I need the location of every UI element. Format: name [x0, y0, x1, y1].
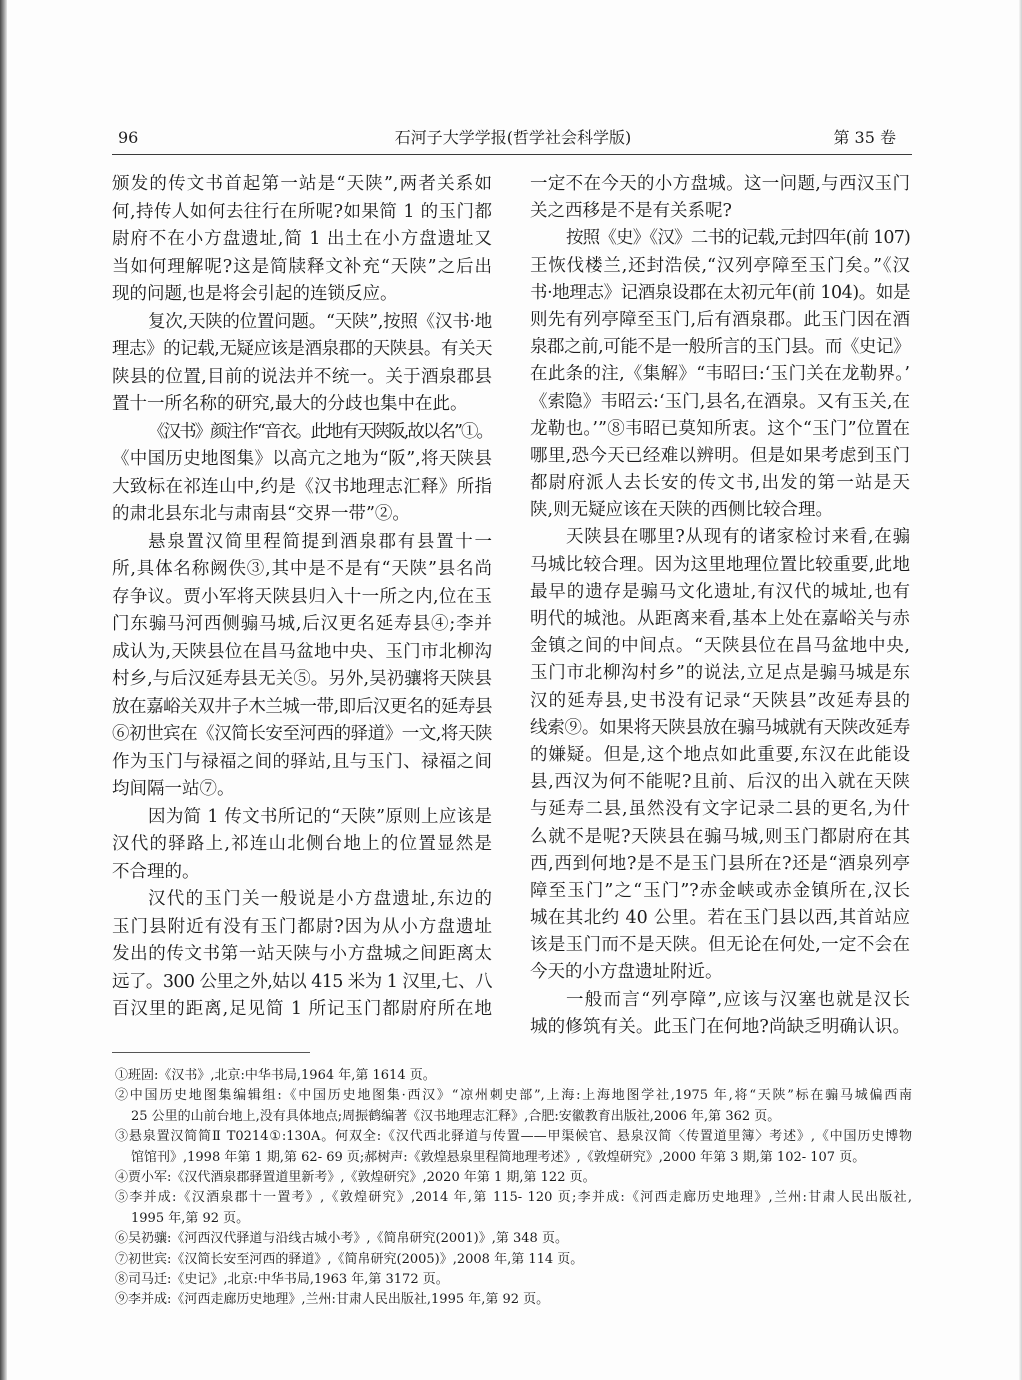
text-line: 置十一所名称的研究,最大的分歧也集中在此。: [112, 394, 468, 414]
text-line: 放在嘉峪关双井子木兰城一带,即后汉更名的延寿县: [112, 696, 492, 717]
footnote-line: ④贾小军:《汉代酒泉郡驿置道里新考》,《敦煌研究》,2020 年第 1 期,第 122 页。: [115, 1169, 596, 1185]
text-line: 城在其北约 40 公里。若在玉门县以西,其首站应: [530, 908, 910, 929]
text-line: 门东骟马河西侧骟马城,后汉更名延寿县④;李并: [112, 614, 492, 634]
footnote: [115, 1127, 912, 1168]
footnote: [115, 1086, 912, 1127]
text-line: 《汉书》颜注作“音衣。此地有天陕阪,故以名”①。: [148, 421, 492, 442]
footnote-line: ⑥吴礽骧:《河西汉代驿道与沿线古城小考》,《简帛研究(2001)》,第 348 页。: [115, 1231, 568, 1247]
text-line: 因为简 1 传文书所记的“天陕”原则上应该是: [148, 806, 492, 827]
text-line: 该是玉门而不是天陕。但无论在何处,一定不会在: [530, 935, 910, 956]
text-line: 一定不在今天的小方盘城。这一问题,与西汉玉门: [530, 174, 910, 194]
scan-edge-shadow: [0, 0, 7, 1380]
text-line: 么就不是呢?天陕县在骟马城,则玉门都尉府在其: [530, 826, 910, 847]
page-number: 96: [118, 128, 139, 147]
text-line: 村乡,与后汉延寿县无关⑤。另外,吴礽骧将天陕县: [112, 669, 492, 689]
text-line: 复次,天陕的位置问题。“天陕”,按照《汉书·地: [148, 311, 492, 332]
text-line: 尉府不在小方盘遗址,简 1 出土在小方盘遗址又: [112, 229, 492, 249]
text-line: 百汉里的距离,足见简 1 所记玉门都尉府所在地: [112, 999, 492, 1019]
text-line: 理志》的记载,无疑应该是酒泉郡的天陕县。有关天: [112, 339, 492, 359]
right-column: [530, 171, 910, 1041]
text-line: 颁发的传文书首起第一站是“天陕”,两者关系如: [112, 174, 492, 194]
paragraph: [530, 524, 910, 986]
footnote: [115, 1066, 912, 1086]
header-rule: [112, 154, 912, 155]
text-line: 泉郡之前,可能不是一般所言的玉门县。而《史记》: [530, 337, 910, 358]
text-line: ⑥初世宾在《汉简长安至河西的驿道》一文,将天陕: [112, 724, 492, 744]
volume-label: 第 35 卷: [833, 128, 896, 147]
text-line: 城的修筑有关。此玉门在何地?尚缺乏明确认识。: [530, 1016, 910, 1037]
text-line: 龙勒也。’”⑧韦昭已莫知所衷。这个“玉门”位置在: [530, 418, 910, 439]
text-line: 不合理的。: [112, 861, 200, 882]
text-line: 玉门县附近有没有玉门都尉?因为从小方盘遗址: [112, 916, 492, 937]
text-line: 的嫌疑。但是,这个地点如此重要,东汉在此能设: [530, 744, 910, 765]
text-line: 马城比较合理。因为这里地理位置比较重要,此地: [530, 554, 910, 575]
footnote: [115, 1290, 912, 1310]
text-line: 都尉府派人去长安的传文书,出发的第一站是天: [530, 473, 910, 494]
text-line: 最早的遗存是骟马文化遗址,有汉代的城址,也有: [530, 581, 910, 602]
footnote: [115, 1270, 912, 1290]
text-line: 天陕县在哪里?从现有的诸家检讨来看,在骟: [566, 527, 910, 548]
text-line: 县,西汉为何不能呢?且前、后汉的出入就在天陕: [530, 772, 910, 793]
paragraph: [112, 309, 492, 419]
footnote: [115, 1229, 912, 1249]
text-line: 存争议。贾小军将天陕县归入十一所之内,位在玉: [112, 586, 492, 607]
footnote-line: ⑤李并成:《汉酒泉郡十一置考》,《敦煌研究》,2014 年,第 115- 120 页;李并成:《河西走廊历史地理》,兰州:甘肃人民出版社,: [115, 1190, 912, 1206]
footnote-line: 1995 年,第 92 页。: [131, 1210, 250, 1226]
paragraph: [112, 419, 492, 529]
text-line: 按照《史》《汉》二书的记载,元封四年(前 107): [566, 228, 910, 249]
text-line: 陕县的位置,目前的说法并不统一。关于酒泉郡县: [112, 366, 492, 387]
text-line: 障至玉门”之“玉门”?赤金峡或赤金镇所在,汉长: [530, 880, 910, 901]
footnote-line: ⑨李并成:《河西走廊历史地理》,兰州:甘肃人民出版社,1995 年,第 92 页。: [115, 1292, 550, 1308]
text-line: 成认为,天陕县位在昌马盆地中央、玉门市北柳沟: [112, 641, 492, 662]
paragraph: [112, 886, 492, 1024]
footnotes: [115, 1066, 912, 1311]
text-line: 西,西到何地?是不是玉门县所在?还是“酒泉列亭: [530, 853, 910, 874]
footnote-line: 25 公里的山前台地上,没有具体地点;周振鹤编著《汉书地理志汇释》,合肥:安徽教育出版社,2006 年,第 362 页。: [131, 1108, 781, 1124]
journal-title: 石河子大学学报(哲学社会科学版): [394, 128, 632, 147]
text-line: 则先有列亭障至玉门,后有酒泉郡。此玉门因在酒: [530, 309, 910, 330]
text-line: 明代的城池。从距离来看,基本上处在嘉峪关与赤: [530, 609, 910, 629]
text-line: 汉代的玉门关一般说是小方盘遗址,东边的: [148, 889, 492, 909]
text-line: 现的问题,也是将会引起的连锁反应。: [112, 284, 398, 304]
paragraph: [530, 225, 910, 524]
text-line: 均间隔一站⑦。: [112, 779, 235, 799]
text-line: 《索隐》韦昭云:‘玉门,县名,在酒泉。又有玉关,在: [530, 391, 910, 412]
text-line: 悬泉置汉简里程简提到酒泉郡有县置十一: [148, 531, 492, 552]
footnote-separator: [112, 1052, 310, 1053]
footnote: [115, 1250, 912, 1270]
text-line: 汉代的驿路上,祁连山北侧台地上的位置显然是: [112, 834, 492, 854]
footnote-line: ⑧司马迁:《史记》,北京:中华书局,1963 年,第 3172 页。: [115, 1271, 449, 1287]
text-line: 的肃北县东北与肃南县“交界一带”②。: [112, 504, 410, 524]
text-line: 大致标在祁连山中,约是《汉书地理志汇释》所指: [112, 476, 492, 497]
paragraph: [112, 171, 492, 309]
footnote: [115, 1168, 912, 1188]
footnote-line: ①班固:《汉书》,北京:中华书局,1964 年,第 1614 页。: [115, 1068, 436, 1083]
text-line: 远了。300 公里之外,姑以 415 米为 1 汉里,七、八: [112, 971, 492, 992]
text-line: 汉的延寿县,史书没有记录“天陕县”改延寿县的: [530, 690, 910, 711]
text-line: 哪里,恐今天已经难以辨明。但是如果考虑到玉门: [530, 445, 910, 466]
footnote-line: ③悬泉置汉简简Ⅱ T0214①:130A。何双全:《汉代西北驿道与传置——甲渠候官、悬泉汉简〈传置道里簿〉考述》,《中国历史博物: [115, 1129, 912, 1145]
text-line: 玉门市北柳沟村乡”的说法,立足点是骟马城是东: [530, 663, 910, 684]
paragraph: [530, 171, 910, 225]
text-line: 线索⑨。如果将天陕县放在骟马城就有天陕改延寿: [530, 717, 910, 738]
footnote: [115, 1188, 912, 1229]
text-line: 当如何理解呢?这是简牍释文补充“天陕”之后出: [112, 256, 492, 277]
text-line: 今天的小方盘遗址附近。: [530, 962, 723, 983]
text-line: 一般而言“列亭障”,应该与汉塞也就是汉长: [566, 989, 910, 1010]
text-line: 在此条的注,《集解》“韦昭曰:‘玉门关在龙勒界。’: [530, 364, 910, 385]
text-line: 发出的传文书第一站天陕与小方盘城之间距离太: [112, 944, 492, 964]
text-line: 金镇之间的中间点。“天陕县位在昌马盆地中央,: [530, 636, 910, 657]
left-column: [112, 171, 492, 1024]
paragraph: [112, 804, 492, 887]
text-line: 何,持传人如何去往行在所呢?如果简 1 的玉门都: [112, 201, 492, 222]
footnote-line: ⑦初世宾:《汉简长安至河西的驿道》,《简帛研究(2005)》,2008 年,第 114 页。: [115, 1251, 584, 1267]
footnote-line: 馆馆刊》,1998 年第 1 期,第 62- 69 页;郝树声:《敦煌悬泉里程简地理考述》,《敦煌研究》,2000 年第 3 期,第 102- 107 页。: [131, 1149, 866, 1165]
paragraph: [530, 987, 910, 1041]
text-line: 与延寿二县,虽然没有文字记录二县的更名,为什: [530, 799, 910, 820]
text-line: 王恢伐楼兰,还封浩侯,“汉列亭障至玉门矣。”《汉: [530, 255, 910, 276]
text-line: 陕,则无疑应该在天陕的西侧比较合理。: [530, 500, 834, 521]
text-line: 关之西移是不是有关系呢?: [530, 201, 732, 222]
text-line: 《中国历史地图集》以高亢之地为“阪”,将天陕县: [112, 449, 492, 469]
footnote-line: ②中国历史地图集编辑组:《中国历史地图集·西汉》“凉州刺史部”,上海:上海地图学社,1975 年,将“天陕”标在骟马城偏西南: [115, 1088, 912, 1104]
paragraph: [112, 529, 492, 804]
text-line: 作为玉门与禄福之间的驿站,且与玉门、禄福之间: [112, 751, 492, 772]
text-line: 所,具体名称阙佚③,其中是不是有“天陕”县名尚: [112, 559, 492, 579]
text-line: 书·地理志》记酒泉设郡在太初元年(前 104)。如是: [530, 282, 910, 303]
